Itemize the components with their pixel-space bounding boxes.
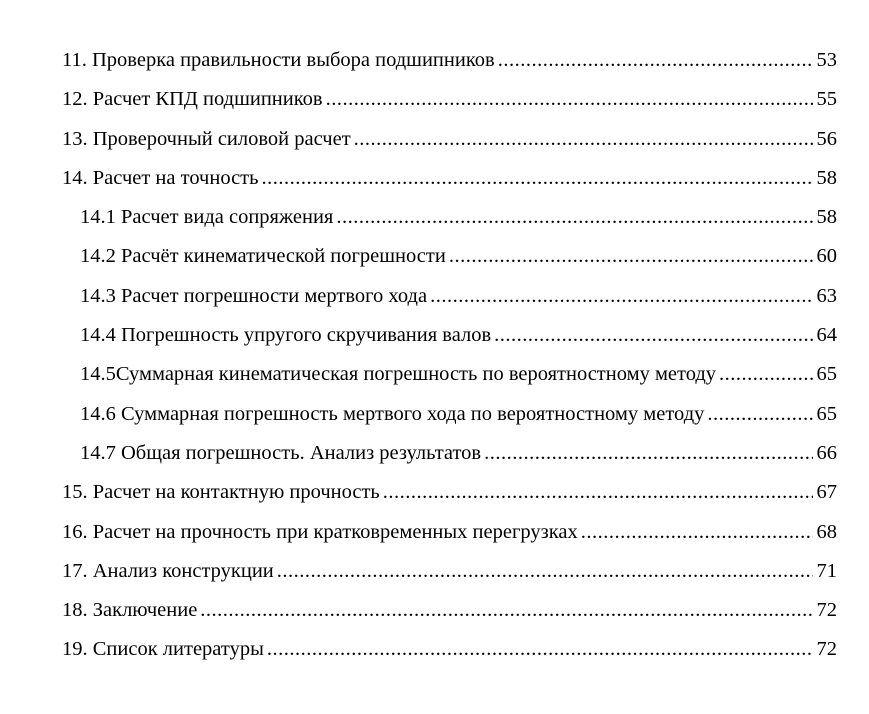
toc-entry-title: 14.5Суммарная кинематическая погрешность по вероятностному методу (80, 363, 717, 386)
toc-dot-leader (383, 473, 813, 512)
toc-entry-12[interactable] (0, 80, 869, 119)
toc-entry-14-2[interactable] (0, 237, 869, 276)
table-of-contents (0, 41, 869, 670)
toc-dot-leader (354, 120, 813, 159)
toc-entry-title: 18. Заключение (62, 599, 198, 622)
toc-entry-title: 19. Список литературы (62, 638, 264, 661)
toc-dot-leader (430, 277, 813, 316)
toc-entry-title: 16. Расчет на прочность при кратковременных перегрузках (62, 520, 578, 543)
toc-entry-title: 14.1 Расчет вида сопряжения (80, 206, 334, 229)
toc-entry-17[interactable] (0, 552, 869, 591)
toc-entry-14-7[interactable] (0, 434, 869, 473)
toc-entry-14-3[interactable] (0, 277, 869, 316)
toc-entry-title: 14.6 Суммарная погрешность мертвого хода по вероятностному методу (80, 402, 705, 425)
toc-entry-18[interactable] (0, 591, 869, 630)
toc-entry-title: 15. Расчет на контактную прочность (62, 481, 380, 504)
toc-entry-page: 65 (816, 402, 837, 425)
toc-entry-page: 60 (816, 245, 837, 268)
toc-entry-14-6[interactable] (0, 395, 869, 434)
toc-entry-title: 14.2 Расчёт кинематической погрешности (80, 245, 446, 268)
toc-entry-title: 11. Проверка правильности выбора подшипников (62, 49, 495, 71)
toc-entry-title: 17. Анализ конструкции (62, 559, 274, 582)
toc-dot-leader (449, 237, 813, 276)
toc-dot-leader (336, 198, 813, 237)
toc-entry-page: 56 (816, 127, 837, 150)
toc-entry-19[interactable] (0, 630, 869, 669)
toc-entry-page: 65 (816, 363, 837, 386)
toc-entry-page: 66 (816, 441, 837, 464)
toc-entry-page: 68 (816, 520, 837, 543)
toc-entry-13[interactable] (0, 120, 869, 159)
toc-entry-16[interactable] (0, 513, 869, 552)
toc-entry-title: 14.4 Погрешность упругого скручивания валов (80, 324, 492, 347)
toc-entry-page: 63 (816, 284, 837, 307)
toc-dot-leader (261, 159, 813, 198)
toc-entry-title: 14.7 Общая погрешность. Анализ результатов (80, 441, 482, 464)
toc-entry-page: 67 (816, 481, 837, 504)
toc-dot-leader (719, 355, 813, 394)
toc-entry-14[interactable] (0, 159, 869, 198)
toc-entry-title: 14. Расчет на точность (62, 166, 259, 189)
toc-entry-14-1[interactable] (0, 198, 869, 237)
toc-dot-leader (494, 316, 813, 355)
toc-entry-page: 71 (816, 559, 837, 582)
toc-entry-14-4[interactable] (0, 316, 869, 355)
toc-entry-title: 12. Расчет КПД подшипников (62, 88, 323, 111)
toc-entry-page: 53 (816, 49, 837, 71)
toc-entry-page: 72 (816, 638, 837, 661)
toc-dot-leader (707, 395, 813, 434)
toc-entry-15[interactable] (0, 473, 869, 512)
toc-entry-page: 64 (816, 324, 837, 347)
toc-dot-leader (200, 591, 813, 630)
toc-entry-title: 13. Проверочный силовой расчет (62, 127, 351, 150)
toc-entry-title: 14.3 Расчет погрешности мертвого хода (80, 284, 428, 307)
toc-dot-leader (326, 80, 813, 119)
toc-dot-leader (498, 41, 813, 80)
toc-dot-leader (267, 630, 813, 669)
toc-dot-leader (484, 434, 813, 473)
toc-entry-14-5[interactable] (0, 355, 869, 394)
toc-entry-11[interactable] (0, 41, 869, 80)
toc-entry-page: 58 (816, 206, 837, 229)
toc-entry-page: 55 (816, 88, 837, 111)
toc-entry-page: 58 (816, 166, 837, 189)
toc-entry-page: 72 (816, 599, 837, 622)
toc-dot-leader (277, 552, 813, 591)
toc-dot-leader (581, 513, 813, 552)
